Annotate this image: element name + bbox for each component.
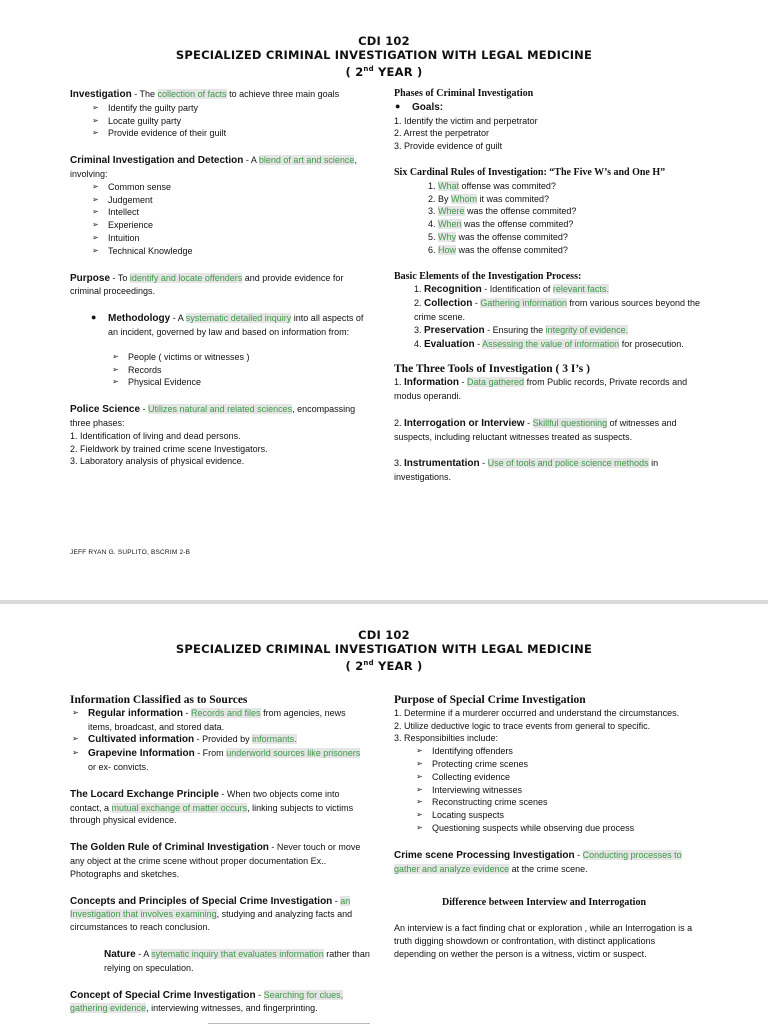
list-item: ➢ Interviewing witnesses (414, 784, 694, 797)
list-item: ➢ Records (110, 364, 370, 377)
purpose-heading: Purpose of Special Crime Investigation (394, 694, 586, 706)
purpose-line-1: 1. Determine if a murderer occurred and understand the circumstances. (394, 707, 680, 718)
page-header (0, 628, 768, 673)
tools-heading: The Three Tools of Investigation ( 3 I’s ) (394, 363, 590, 376)
info-sources-heading: Information Classified as to Sources (70, 694, 248, 706)
list-item: ➢ Provide evidence of their guilt (90, 127, 370, 140)
methodology-block (90, 312, 370, 389)
difference-text: An interview is a fact finding chat or exploration , while an Interrogation is a truth digging showdown or confrontation, with distinct applications depending on wether the person is a witness, victim or suspect. (394, 923, 693, 959)
list-item: ➢ Reconstructing crime scenes (414, 796, 694, 809)
golden-rule: The Golden Rule of Criminal Investigation - Never touch or move any object at the crime scene without proper documentation Ex.. Photographs and sketches. (70, 842, 361, 879)
page-2 (0, 604, 768, 1024)
responsibilities-list (414, 745, 694, 835)
goals-label: ● Goals: (394, 101, 704, 115)
list-item: 6. How was the offense commited? (428, 244, 568, 255)
left-column (70, 88, 370, 468)
police-science-definition: Police Science - Utilizes natural and related sciences, encompassing three phases: (70, 404, 356, 428)
list-item: ➢ Grapevine Information - From underworld sources like prisoners or ex- convicts. (70, 747, 370, 774)
phase-goal-1: 1. Identify the victim and perpetrator (394, 115, 538, 126)
basic-elements-heading: Basic Elements of the Investigation Process: (394, 270, 582, 282)
list-item: 2. By Whom it was commited? (428, 193, 550, 204)
cardinal-list (428, 180, 704, 257)
course-title: SPECIALIZED CRIMINAL INVESTIGATION WITH LEGAL MEDICINE (175, 48, 593, 62)
list-item: ➢ Collecting evidence (414, 771, 694, 784)
course-title: SPECIALIZED CRIMINAL INVESTIGATION WITH LEGAL MEDICINE (175, 642, 593, 656)
purpose-line-3: 3. Responsibilties include: (394, 733, 499, 744)
tool-item: 1. Information - Data gathered from Public records, Private records and modus operandi. (394, 377, 688, 401)
list-item: ➢ Common sense (90, 181, 370, 194)
list-item: ➢ Technical Knowledge (90, 245, 370, 258)
difference-heading: Difference between Interview and Interrogation (441, 897, 647, 909)
police-phase-1: 1. Identification of living and dead persons. (70, 430, 241, 441)
purpose-line-2: 2. Utilize deductive logic to trace events from general to specific. (394, 720, 651, 731)
list-item: ➢ Intellect (90, 206, 370, 219)
tool-item: 3. Instrumentation - Use of tools and police science methods in investigations. (394, 458, 659, 483)
list-item: 4. When was the offense commited? (428, 219, 574, 230)
phase-goal-3: 3. Provide evidence of guilt (394, 141, 503, 152)
tool-item: 2. Interrogation or Interview - Skillful questioning of witnesses and suspects, including reluctant witnesses treated as suspects. (394, 417, 677, 442)
list-item: 4. Evaluation - Assessing the value of information for prosecution. (414, 338, 684, 350)
right-column (394, 88, 704, 484)
police-phase-3: 3. Laboratory analysis of physical evidence. (70, 456, 245, 467)
list-item: 1. What offense was commited? (428, 180, 556, 191)
investigation-definition: Investigation - The collection of facts to achieve three main goals (70, 89, 340, 100)
list-item: 1. Recognition - Identification of relevant facts. (414, 284, 609, 296)
list-item: ➢ Locate guilty party (90, 115, 370, 128)
list-item: 3. Where was the offense commited? (428, 206, 577, 217)
phases-heading: Phases of Criminal Investigation (394, 88, 534, 99)
crime-scene-processing: Crime scene Processing Investigation - Conducting processes to gather and analyze evidence at the crime scene. (394, 849, 682, 874)
methodology-definition: ● Methodology - A systematic detailed inquiry into all aspects of an incident, governed by law and based on information from: (90, 312, 370, 339)
cid-list (90, 181, 370, 258)
concepts-principles: Concepts and Principles of Special Crime Investigation - an Investigation that involves examining, studying and analyzing facts and circumstances to reach conclusion. (70, 895, 353, 933)
phase-goal-2: 2. Arrest the perpetrator (394, 128, 490, 139)
author-footer: JEFF RYAN G. SUPLITO, BSCRIM 2-B (70, 549, 191, 556)
list-item: ➢ Protecting crime scenes (414, 758, 694, 771)
year-level: ( 2nd YEAR ) (345, 658, 423, 673)
left-column (70, 694, 370, 1015)
methodology-list (110, 351, 370, 389)
course-code: CDI 102 (358, 34, 410, 48)
list-item: 3. Preservation - Ensuring the integrity of evidence. (414, 324, 629, 336)
nature-definition: Nature - A sytematic inquiry that evaluates information rather than relying on speculation. (104, 948, 370, 973)
list-item: ➢ Intuition (90, 232, 370, 245)
year-level: ( 2nd YEAR ) (345, 64, 423, 79)
basic-elements-list (414, 283, 704, 351)
list-item: ➢ Judgement (90, 194, 370, 207)
list-item: ➢ Cultivated information - Provided by informants. (70, 733, 370, 747)
list-item: ➢ Physical Evidence (110, 376, 370, 389)
concept-special-investigation: Concept of Special Crime Investigation - Searching for clues, gathering evidence, interviewing witnesses, and fingerprinting. (70, 989, 344, 1014)
list-item: 2. Collection - Gathering information from various sources beyond the crime scene. (414, 298, 700, 322)
list-item: ➢ People ( victims or witnesses ) (110, 351, 370, 364)
list-item: ➢ Identify the guilty party (90, 102, 370, 115)
list-item: ➢ Regular information - Records and files from agencies, news items, broadcast, and stored data. (70, 707, 370, 734)
list-item: 5. Why was the offense commited? (428, 231, 568, 242)
right-column (394, 694, 694, 961)
course-code: CDI 102 (358, 628, 410, 642)
info-sources-list (70, 707, 370, 774)
investigation-goals-list (90, 102, 370, 140)
page-header (0, 34, 768, 79)
cid-definition: Criminal Investigation and Detection - A blend of art and science, involving: (70, 155, 357, 179)
locard-principle: The Locard Exchange Principle - When two objects come into contact, a mutual exchange of matter occurs, linking subjects to victims through physical evidence. (70, 788, 354, 826)
list-item: ➢ Experience (90, 219, 370, 232)
cardinal-heading: Six Cardinal Rules of Investigation: “The Five W’s and One H” (394, 166, 666, 178)
list-item: ➢ Locating suspects (414, 809, 694, 822)
list-item: ➢ Questioning suspects while observing due process (414, 822, 694, 835)
purpose-definition: Purpose - To identify and locate offenders and provide evidence for criminal proceedings. (70, 272, 344, 297)
list-item: ➢ Identifying offenders (414, 745, 694, 758)
police-phase-2: 2. Fieldwork by trained crime scene Investigators. (70, 443, 268, 454)
